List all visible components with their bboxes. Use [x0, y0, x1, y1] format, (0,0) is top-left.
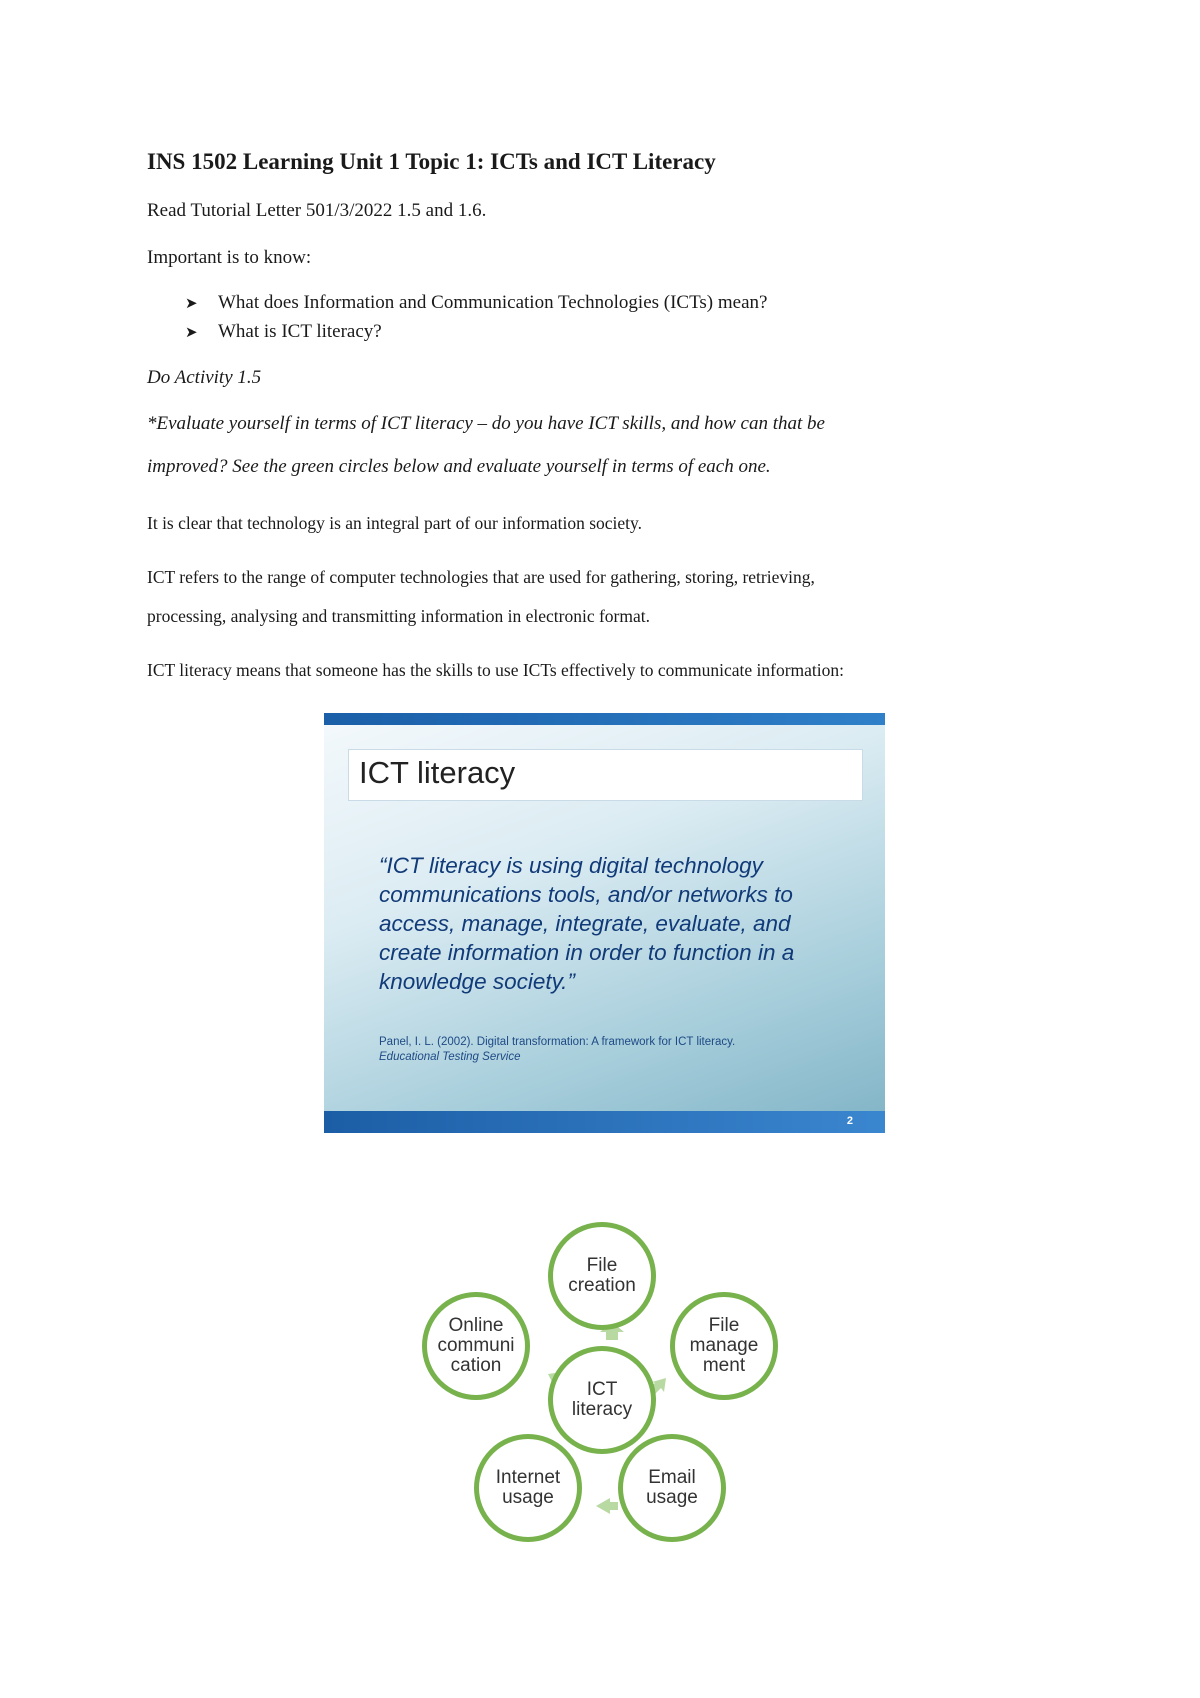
file-creation-circle: File creation — [548, 1222, 656, 1330]
paragraph-ict-definition-line2: processing, analysing and transmitting information in electronic format. — [147, 606, 650, 626]
slide-title-box — [348, 749, 863, 801]
online-communication-circle: Online communi cation — [422, 1292, 530, 1400]
paragraph-technology: It is clear that technology is an integral part of our information society. — [147, 513, 643, 533]
paragraph-ict-literacy: ICT literacy means that someone has the skills to use ICTs effectively to communicate information: — [147, 660, 844, 680]
slide-bottom-bar — [324, 1111, 885, 1133]
ict-literacy-cycle-diagram — [412, 1218, 798, 1564]
slide-top-bar — [324, 713, 885, 725]
bullet-item: ➤ What does Information and Communication Technologies (ICTs) mean? — [185, 292, 768, 313]
email-usage-circle: Email usage — [618, 1434, 726, 1542]
slide-citation: Panel, I. L. (2002). Digital transformation: A framework for ICT literacy. Educational Testing Service — [379, 1036, 736, 1063]
slide-title: ICT literacy — [359, 755, 516, 790]
arrow-left-icon — [596, 1498, 618, 1514]
slide-quote: “ICT literacy is using digital technology communications tools, and/or networks to access, manage, integrate, evaluate, and create information in order to function in a knowledge society.” — [379, 853, 795, 994]
arrow-bullet-icon: ➤ — [185, 294, 198, 312]
activity-instruction-line2: improved? See the green circles below and evaluate yourself in terms of each one. — [147, 456, 771, 477]
read-instruction: Read Tutorial Letter 501/3/2022 1.5 and 1.6. — [147, 200, 487, 221]
paragraph-ict-definition-line1: ICT refers to the range of computer technologies that are used for gathering, storing, retrieving, — [147, 567, 815, 587]
bullet-item: ➤ What is ICT literacy? — [185, 321, 382, 342]
ict-literacy-slide — [324, 713, 885, 1133]
document-title: INS 1502 Learning Unit 1 Topic 1: ICTs and ICT Literacy — [147, 149, 716, 174]
slide-page-number: 2 — [846, 1115, 853, 1127]
internet-usage-circle: Internet usage — [474, 1434, 582, 1542]
ict-literacy-center-circle: ICT literacy — [548, 1346, 656, 1454]
file-management-circle: File manage ment — [670, 1292, 778, 1400]
activity-label: Do Activity 1.5 — [147, 367, 262, 388]
important-label: Important is to know: — [147, 247, 312, 268]
activity-instruction-line1: *Evaluate yourself in terms of ICT literacy – do you have ICT skills, and how can that be — [147, 413, 825, 434]
arrow-bullet-icon: ➤ — [185, 323, 198, 341]
